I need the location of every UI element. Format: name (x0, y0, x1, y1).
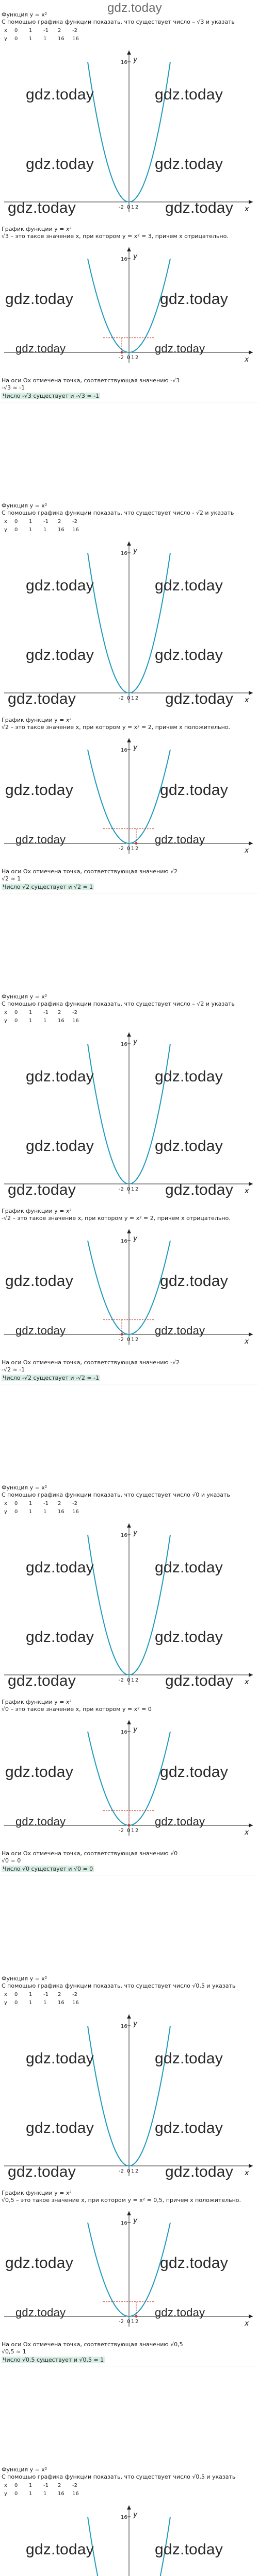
y-tick-label: 16 (121, 748, 127, 753)
table-cell: -2 (72, 519, 77, 524)
x-tick-label: 0 (127, 696, 131, 701)
result-text: На оси Ox отмечена точка, соответствующая значению √2 (2, 868, 178, 875)
x-axis-arrow (249, 2164, 253, 2168)
table-cell: 1 (29, 2000, 33, 2006)
value-table (4, 27, 87, 43)
watermark: gdz.today (155, 1138, 223, 1155)
x-tick-label: 2 (135, 1337, 139, 1343)
x-axis-arrow (249, 1673, 253, 1677)
table-cell: 0 (14, 2000, 18, 2006)
table-row (4, 1999, 87, 2007)
y-axis-arrow (127, 2014, 131, 2019)
table-row (4, 1017, 87, 1025)
graph-explanation: √0,5 – это такое значение x, при котором y = x² = 0,5, причем x положительно. (2, 2197, 241, 2204)
table-cell: 1 (43, 2491, 47, 2497)
table-cell: 16 (58, 527, 64, 533)
watermark: gdz.today (160, 1764, 228, 1781)
problem-prompt: С помощью графика функции показать, что существует число – √2 и указать (2, 1001, 235, 1007)
y-axis-arrow (127, 2505, 131, 2510)
table-row (4, 2490, 87, 2498)
table-cell: 0 (14, 527, 18, 533)
y-tick-label: 16 (121, 1730, 127, 1735)
x-tick-label: 0 (127, 846, 131, 852)
table-cell: -2 (72, 1992, 77, 1997)
table-cell: 1 (29, 519, 33, 524)
table-cell: 0 (14, 519, 18, 524)
result-text: На оси Ox отмечена точка, соответствующая значению -√2 (2, 1359, 180, 1366)
watermark: gdz.today (26, 577, 94, 594)
table-cell: 16 (58, 36, 64, 42)
watermark: gdz.today (155, 1559, 223, 1576)
x-tick-label: 0 (127, 355, 131, 361)
watermark: gdz.today (8, 1672, 76, 1689)
table-cell: 1 (29, 2483, 33, 2488)
y-axis-label: y (133, 1725, 138, 1734)
marked-point (121, 351, 123, 354)
watermark: gdz.today (26, 2050, 94, 2067)
parabola-graph-full (0, 1029, 258, 1199)
table-cell: y (4, 1509, 7, 1515)
x-tick-label: -2 (119, 2319, 124, 2325)
x-tick-label: 2 (135, 355, 139, 361)
result-text: На оси Ox отмечена точка, соответствующая значению √0 (2, 1850, 178, 1857)
watermark: gdz.today (165, 199, 233, 216)
watermark: gdz.today (26, 156, 94, 173)
watermark: gdz.today (155, 156, 223, 173)
x-tick-label: 1 (131, 1187, 135, 1192)
table-cell: x (4, 2483, 7, 2488)
x-tick-label: 1 (131, 355, 135, 361)
x-tick-label: 2 (135, 205, 139, 210)
x-axis-arrow (249, 1823, 253, 1827)
conclusion (2, 1866, 94, 1873)
y-axis-arrow (127, 2211, 131, 2215)
table-cell: 0 (14, 36, 18, 42)
x-tick-label: 0 (127, 1677, 131, 1683)
table-cell: 16 (58, 2491, 64, 2497)
table-row (4, 35, 87, 43)
table-cell: 16 (58, 1018, 64, 1024)
y-tick-label: 16 (121, 1239, 127, 1244)
marked-point (128, 1824, 131, 1827)
table-cell: -2 (72, 2483, 77, 2488)
conclusion-highlight: Число -√2 существует и -√2 ≈ -1 (3, 1375, 100, 1381)
x-tick-label: 0 (127, 1337, 131, 1343)
marked-point (135, 842, 138, 845)
parabola-graph (0, 47, 258, 217)
table-cell: y (4, 36, 7, 42)
value-table (4, 2482, 87, 2498)
x-axis-arrow (249, 691, 253, 695)
table-cell: 16 (72, 1509, 79, 1515)
x-axis-arrow (249, 841, 253, 845)
watermark: gdz.today (155, 1815, 205, 1828)
value-table (4, 1991, 87, 2007)
table-cell: -2 (72, 1501, 77, 1506)
graph-explanation: √2 – это такое значение x, при котором y = x² = 2, причем x положительно. (2, 724, 231, 731)
table-cell: -1 (43, 519, 49, 524)
table-cell: -1 (43, 28, 49, 33)
function-label: Функция y = x² (2, 502, 47, 509)
watermark: gdz.today (26, 2541, 94, 2558)
watermark: gdz.today (155, 86, 223, 103)
value-table (4, 1009, 87, 1025)
value-line: √2 ≈ 1 (2, 875, 21, 882)
x-tick-label: 2 (135, 2168, 139, 2174)
watermark: gdz.today (5, 2255, 73, 2272)
watermark: gdz.today (26, 647, 94, 664)
table-cell: 16 (72, 527, 79, 533)
table-cell: 1 (29, 1509, 33, 1515)
x-axis-arrow (249, 1182, 253, 1186)
graph-caption: График функции y = x² (2, 1699, 72, 1705)
table-cell: x (4, 1992, 7, 1997)
watermark: gdz.today (5, 291, 73, 308)
table-row (4, 2482, 87, 2490)
problem-prompt: С помощью графика функции показать, что существует число √0,5 и указать (2, 2473, 236, 2480)
parabola-graph-full (0, 47, 258, 217)
conclusion-highlight: Число -√3 существует и -√3 ≈ -1 (3, 393, 100, 399)
y-axis-label: y (133, 1529, 138, 1537)
y-axis-label: y (133, 2020, 138, 2028)
watermark: gdz.today (155, 1324, 205, 1337)
function-label: Функция y = x² (2, 2466, 47, 2473)
table-cell: 1 (29, 527, 33, 533)
table-cell: 1 (29, 1501, 33, 1506)
x-tick-label: -2 (119, 696, 124, 701)
y-axis-arrow (127, 247, 131, 251)
x-tick-label: 2 (135, 1828, 139, 1834)
watermark: gdz.today (8, 2163, 76, 2180)
y-axis-arrow (127, 50, 131, 55)
x-axis-label: x (245, 1187, 249, 1195)
graph-caption: График функции y = x² (2, 226, 72, 232)
y-tick-label: 16 (121, 1533, 127, 1538)
watermark: gdz.today (26, 1068, 94, 1085)
watermark: gdz.today (155, 2120, 223, 2137)
table-cell: 1 (43, 527, 47, 533)
table-cell: 0 (14, 1018, 18, 1024)
x-tick-label: 1 (131, 205, 135, 210)
y-axis-label: y (133, 1234, 138, 1243)
table-cell: y (4, 1018, 7, 1024)
watermark: gdz.today (5, 1764, 73, 1781)
parabola-graph (0, 2011, 258, 2181)
x-tick-label: 1 (131, 2168, 135, 2174)
x-axis-label: x (245, 205, 249, 213)
x-tick-label: 2 (135, 1677, 139, 1683)
table-cell: 1 (29, 28, 33, 33)
y-axis-arrow (127, 738, 131, 742)
watermark: gdz.today (160, 2255, 228, 2272)
watermark: gdz.today (155, 342, 205, 355)
table-row (4, 1009, 87, 1017)
table-cell: 1 (29, 2491, 33, 2497)
x-tick-label: 1 (131, 696, 135, 701)
x-tick-label: 2 (135, 2319, 139, 2325)
x-axis-label: x (245, 355, 249, 364)
x-axis-arrow (249, 1332, 253, 1336)
x-tick-label: -2 (119, 2168, 124, 2174)
table-cell: 1 (29, 36, 33, 42)
graph-caption: График функции y = x² (2, 717, 72, 723)
watermark: gdz.today (160, 1273, 228, 1290)
table-cell: 0 (14, 28, 18, 33)
watermark: gdz.today (155, 833, 205, 846)
x-axis-label: x (245, 2319, 249, 2328)
x-axis-label: x (245, 1828, 249, 1837)
table-cell: 0 (14, 1501, 18, 1506)
marked-point (135, 2315, 138, 2318)
parabola-graph (0, 538, 258, 708)
conclusion-highlight: Число √0 существует и √0 = 0 (3, 1866, 93, 1872)
watermark: gdz.today (160, 782, 228, 799)
function-label: Функция y = x² (2, 1975, 47, 1982)
y-tick-label: 16 (121, 2024, 127, 2029)
watermark: gdz.today (5, 1273, 73, 1290)
y-axis-label: y (133, 1038, 138, 1046)
table-row (4, 1500, 87, 1508)
header-watermark: gdz.today (107, 1, 162, 15)
table-cell: y (4, 2491, 7, 2497)
graph-explanation: -√2 – это такое значение x, при котором y = x² = 2, причем x отрицательно. (2, 1215, 231, 1222)
x-axis-arrow (249, 350, 253, 354)
x-tick-label: -2 (119, 1677, 124, 1683)
table-cell: -1 (43, 2483, 49, 2488)
parabola-graph-full (0, 2011, 258, 2181)
x-axis-arrow (249, 200, 253, 204)
conclusion (2, 884, 94, 891)
x-axis-label: x (245, 696, 249, 704)
x-axis-label: x (245, 2169, 249, 2177)
conclusion (2, 1375, 100, 1382)
watermark: gdz.today (155, 577, 223, 594)
table-cell: y (4, 527, 7, 533)
table-cell: 16 (72, 2491, 79, 2497)
table-cell: 16 (58, 2000, 64, 2006)
conclusion-highlight: Число √0,5 существует и √0,5 ≈ 1 (3, 2357, 104, 2363)
table-cell: 2 (58, 1992, 61, 1997)
table-cell: x (4, 1010, 7, 1015)
table-cell: 1 (29, 1992, 33, 1997)
table-cell: 0 (14, 1992, 18, 1997)
value-table (4, 518, 87, 534)
x-axis-arrow (249, 2314, 253, 2318)
x-tick-label: 1 (131, 2319, 135, 2325)
table-cell: 1 (43, 1509, 47, 1515)
x-tick-label: 1 (131, 846, 135, 852)
x-axis-label: x (245, 846, 249, 855)
y-axis-label: y (133, 547, 138, 555)
watermark: gdz.today (15, 1815, 66, 1828)
table-cell: 0 (14, 2483, 18, 2488)
watermark: gdz.today (155, 647, 223, 664)
value-line: √0 = 0 (2, 1857, 21, 1864)
watermark: gdz.today (15, 833, 66, 846)
watermark: gdz.today (5, 782, 73, 799)
problem-prompt: С помощью графика функции показать, что существует число – √3 и указать (2, 19, 235, 25)
x-tick-label: 0 (127, 2168, 131, 2174)
watermark: gdz.today (155, 2050, 223, 2067)
x-tick-label: -2 (119, 1337, 124, 1343)
conclusion (2, 2357, 105, 2364)
problem-prompt: С помощью графика функции показать, что существует число - √2 и указать (2, 510, 234, 516)
x-tick-label: 0 (127, 1187, 131, 1192)
parabola-graph (0, 1029, 258, 1199)
function-label: Функция y = x² (2, 993, 47, 1000)
watermark: gdz.today (165, 1672, 233, 1689)
y-tick-label: 16 (121, 1042, 127, 1047)
y-axis-label: y (133, 56, 138, 64)
parabola-graph-full (0, 1520, 258, 1690)
table-cell: 0 (14, 1010, 18, 1015)
parabola-graph-full (0, 538, 258, 708)
result-text: На оси Ox отмечена точка, соответствующая значению √0,5 (2, 2341, 183, 2348)
watermark: gdz.today (26, 2120, 94, 2137)
watermark: gdz.today (8, 199, 76, 216)
watermark: gdz.today (165, 690, 233, 707)
x-tick-label: 2 (135, 1187, 139, 1192)
x-tick-label: 2 (135, 846, 139, 852)
y-axis-label: y (133, 252, 138, 261)
y-axis-arrow (127, 1229, 131, 1233)
table-cell: -1 (43, 1010, 49, 1015)
table-row (4, 27, 87, 35)
x-tick-label: 1 (131, 1677, 135, 1683)
x-tick-label: -2 (119, 846, 124, 852)
graph-caption: График функции y = x² (2, 2190, 72, 2196)
watermark: gdz.today (15, 1324, 66, 1337)
table-cell: -2 (72, 1010, 77, 1015)
watermark: gdz.today (15, 342, 66, 355)
value-line: -√3 ≈ -1 (2, 384, 25, 391)
y-axis-label: y (133, 2511, 138, 2519)
watermark: gdz.today (26, 1559, 94, 1576)
x-axis-label: x (245, 1337, 249, 1346)
watermark: gdz.today (155, 1629, 223, 1646)
table-cell: 16 (72, 36, 79, 42)
table-cell: x (4, 28, 7, 33)
watermark: gdz.today (155, 2306, 205, 2319)
value-line: -√2 ≈ -1 (2, 1366, 25, 1373)
table-cell: 2 (58, 1010, 61, 1015)
y-axis-arrow (127, 1523, 131, 1528)
watermark: gdz.today (165, 2163, 233, 2180)
y-axis-arrow (127, 1720, 131, 1724)
marked-point (121, 1333, 123, 1336)
table-cell: 1 (29, 1018, 33, 1024)
watermark: gdz.today (26, 1629, 94, 1646)
parabola-graph-full (0, 2502, 258, 2576)
watermark: gdz.today (8, 1181, 76, 1198)
table-row (4, 526, 87, 534)
watermark: gdz.today (26, 1138, 94, 1155)
x-tick-label: -2 (119, 355, 124, 361)
y-axis-label: y (133, 2216, 138, 2225)
watermark: gdz.today (155, 1068, 223, 1085)
table-cell: y (4, 2000, 7, 2006)
graph-explanation: √0 – это такое значение x, при котором y = x² = 0 (2, 1706, 152, 1713)
table-cell: 16 (58, 1509, 64, 1515)
table-row (4, 518, 87, 526)
watermark: gdz.today (155, 2541, 223, 2558)
graph-explanation: √3 – это такое значение x, при котором y = x² = 3, причем x отрицательно. (2, 233, 229, 240)
y-tick-label: 16 (121, 551, 127, 556)
y-tick-label: 16 (121, 2515, 127, 2520)
watermark: gdz.today (160, 291, 228, 308)
x-tick-label: 2 (135, 696, 139, 701)
x-tick-label: 1 (131, 1337, 135, 1343)
x-axis-label: x (245, 1678, 249, 1686)
table-cell: 2 (58, 519, 61, 524)
x-tick-label: 0 (127, 205, 131, 210)
table-cell: -1 (43, 1501, 49, 1506)
table-cell: 1 (43, 1018, 47, 1024)
problem-prompt: С помощью графика функции показать, что существует число √0,5 и указать (2, 1982, 236, 1989)
x-tick-label: -2 (119, 205, 124, 210)
watermark: gdz.today (26, 86, 94, 103)
value-line: √0,5 ≈ 1 (2, 2348, 26, 2355)
table-cell: 0 (14, 1509, 18, 1515)
x-tick-label: 1 (131, 1828, 135, 1834)
table-cell: 1 (43, 36, 47, 42)
parabola-graph (0, 1520, 258, 1690)
table-cell: 2 (58, 1501, 61, 1506)
x-tick-label: -2 (119, 1828, 124, 1834)
table-row (4, 1508, 87, 1516)
result-text: На оси Ox отмечена точка, соответствующая значению -√3 (2, 377, 180, 384)
y-axis-label: y (133, 743, 138, 752)
value-table (4, 1500, 87, 1516)
watermark: gdz.today (165, 1181, 233, 1198)
y-tick-label: 16 (121, 60, 127, 65)
table-cell: 0 (14, 2491, 18, 2497)
y-axis-arrow (127, 541, 131, 546)
table-cell: 1 (43, 2000, 47, 2006)
table-row (4, 1991, 87, 1999)
parabola-graph (0, 2502, 258, 2576)
function-label: Функция y = x² (2, 11, 47, 18)
x-tick-label: 0 (127, 2319, 131, 2325)
y-axis-arrow (127, 1032, 131, 1037)
conclusion-highlight: Число √2 существует и √2 ≈ 1 (3, 884, 93, 890)
table-cell: 2 (58, 28, 61, 33)
graph-caption: График функции y = x² (2, 1208, 72, 1214)
watermark: gdz.today (8, 690, 76, 707)
table-cell: 16 (72, 1018, 79, 1024)
table-cell: -1 (43, 1992, 49, 1997)
problem-prompt: С помощью графика функции показать, что существует число √0 и указать (2, 1492, 230, 1498)
table-cell: 16 (72, 2000, 79, 2006)
table-cell: -2 (72, 28, 77, 33)
function-label: Функция y = x² (2, 1484, 47, 1491)
table-cell: x (4, 519, 7, 524)
table-cell: 2 (58, 2483, 61, 2488)
y-tick-label: 16 (121, 257, 127, 262)
x-tick-label: 0 (127, 1828, 131, 1834)
watermark: gdz.today (15, 2306, 66, 2319)
y-tick-label: 16 (121, 2221, 127, 2226)
table-cell: x (4, 1501, 7, 1506)
conclusion (2, 393, 100, 400)
table-cell: 1 (29, 1010, 33, 1015)
x-tick-label: -2 (119, 1187, 124, 1192)
